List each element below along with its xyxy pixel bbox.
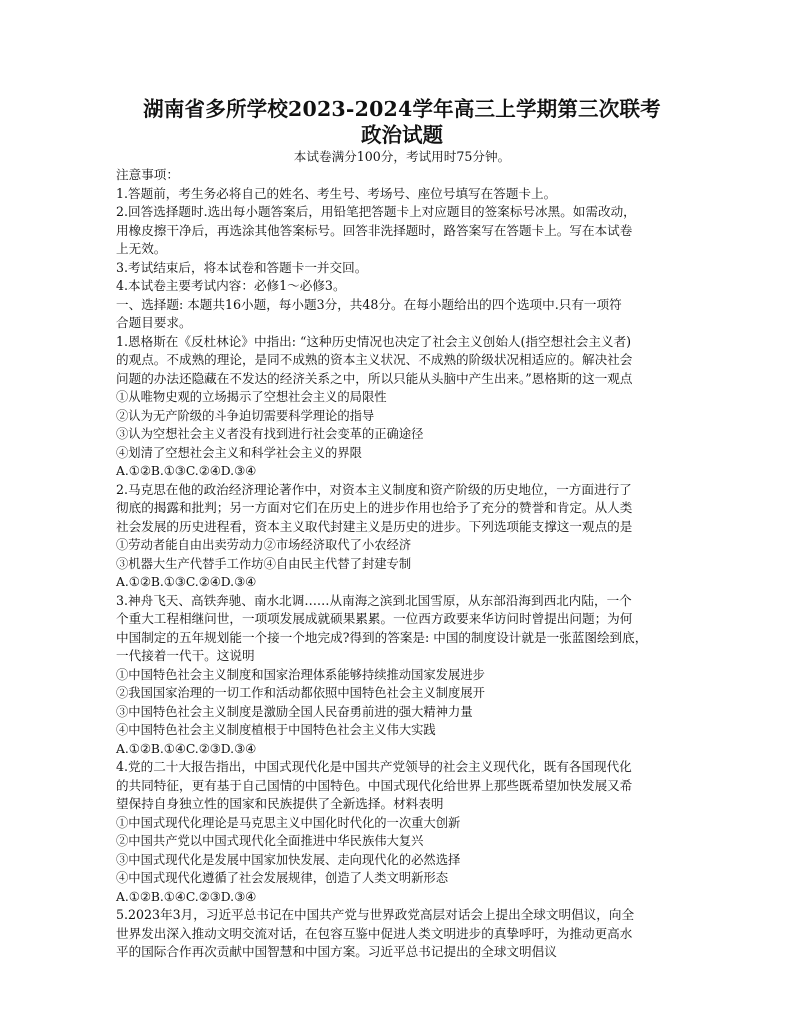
question-stem-line: 1.恩格斯在《反杜林论》中指出: “这种历史情况也决定了社会主义创始人(指空想社会主义者) — [116, 333, 632, 349]
question-stem-line: 世界发出深入推动文明交流对话，在包容互鉴中促进人类文明进步的真挚呼吁，为推动更高水 — [116, 925, 633, 941]
question-stem-line: 3.神舟飞天、高铁奔驰、南水北调……从南海之滨到北国雪原，从东部沿海到西北内陆，一个 — [116, 592, 632, 608]
question-stem-line: 望保持自身独立性的国家和民族提供了全新选择。材料表明 — [116, 796, 444, 811]
answer-choices: A.①②B.①③C.②④D.③④ — [116, 464, 257, 478]
section-heading — [116, 296, 688, 333]
notes-line: 3.考试结束后，将本试卷和答题卡一并交回。 — [116, 259, 368, 275]
question-option: ②我国国家治理的一切工作和活动都依照中国特色社会主义制度展开 — [116, 686, 485, 700]
question-stem-line: 平的国际合作再次贡献中国智慧和中国方案。习近平总书记提出的全球文明倡议 — [116, 944, 557, 959]
exam-page — [116, 96, 688, 962]
notes-line: 上无效。 — [116, 241, 167, 256]
exam-info: 本试卷满分100分，考试用时75分钟。 — [293, 149, 511, 164]
question-option: ④划清了空想社会主义和科学社会主义的界限 — [116, 445, 362, 460]
notes-line: 用橡皮擦干净后，再选涂其他答案标号。回答非洗择题时，路答案写在答题卡上。写在本试卷 — [116, 222, 633, 238]
question-option: ②中国共产党以中国式现代化全面推进中华民族伟大复兴 — [116, 834, 424, 848]
question-stem-line: 个重大工程相继问世，一项项发展成就硕果累累。一位西方政要来华访问时曾提出问题；为何 — [116, 611, 633, 626]
question-1 — [116, 333, 688, 481]
question-2 — [116, 481, 688, 592]
notes-heading: 注意事项： — [116, 167, 179, 182]
question-stem-line: 4.党的二十大报告指出，中国式现代化是中国共产党领导的社会主义现代化，既有各国现代化 — [116, 759, 632, 774]
question-option: ①劳动者能自由出卖劳动力②市场经济取代了小农经济 — [116, 538, 412, 552]
question-option: ③中国特色社会主义制度是激励全国人民奋勇前进的强大精神力量 — [116, 704, 473, 719]
notes-line: 1.答题前，考生务必将自己的姓名、考生号、考场号、座位号填写在答题卡上。 — [116, 185, 557, 201]
answer-choices: A.①②B.①③C.②④D.③④ — [116, 575, 257, 589]
notes-line: 2.回答选择题时.选出每小题答案后，用铅笔把答题卡上对应题目的签案标号冰黑。如需改动， — [116, 204, 636, 219]
answer-choices: A.①②B.①④C.②③D.③④ — [116, 741, 257, 756]
question-stem-line: 一代接着一代干。这说明 — [116, 648, 255, 663]
question-option: ③中国式现代化是发展中国家加快发展、走向现代化的必然选择 — [116, 852, 461, 867]
question-option: ①从唯物史观的立场揭示了空想社会主义的局限性 — [116, 390, 387, 404]
section-line: 合题目要求。 — [116, 315, 192, 330]
subject-title: 政治试题 — [361, 123, 443, 147]
notes-line: 4.本试卷主要考试内容：必修1～必修3。 — [116, 278, 346, 293]
question-5 — [116, 906, 688, 962]
question-4 — [116, 758, 688, 906]
question-option: ④中国式现代化遵循了社会发展规律，创造了人类文明新形态 — [116, 871, 449, 885]
notes-block — [116, 166, 688, 296]
exam-title: 湖南省多所学校2023-2024学年高三上学期第三次联考 — [143, 97, 661, 121]
question-option: ①中国式现代化理论是马克思主义中国化时代化的一次重大创新 — [116, 815, 461, 830]
question-stem-line: 彻底的揭露和批判；另一方面对它们在历史上的进步作用也给予了充分的赞誉和肯定。从人类 — [116, 500, 633, 515]
question-option: ①中国特色社会主义制度和国家治理体系能够持续推动国家发展进步 — [116, 667, 485, 682]
section-line: 一、选择题: 本题共16小题，每小题3分，共48分。在每小题给出的四个选项中.只有一项符 — [116, 296, 622, 312]
question-option: ③认为空想社会主义者没有找到进行社会变革的正确途径 — [116, 427, 424, 441]
question-stem-line: 的共同特征，更有基于自己国情的中国特色。中国式现代化给世界上那些既希望加快发展又希 — [116, 777, 633, 793]
question-stem-line: 的观点。不成熟的理论，是同不成熟的资本主义状况、不成熟的阶级状况相适应的。解决社会 — [116, 352, 633, 367]
question-stem-line: 5.2023年3月，习近平总书记在中国共产党与世界政党高层对话会上提出全球文明倡议，向全 — [116, 907, 635, 922]
question-stem-line: 问题的办法还隐藏在不发达的经济关系之中，所以只能从头脑中产生出来。”恩格斯的这一观点 — [116, 370, 633, 386]
question-stem-line: 社会发展的历史进程看，资本主义取代封建主义是历史的进步。下列选项能支撑这一观点的是 — [116, 518, 633, 534]
answer-choices: A.①②B.①④C.②③D.③④ — [116, 889, 257, 904]
question-option: ③机器大生产代替手工作坊④自由民主代替了封建专制 — [116, 556, 412, 571]
question-option: ④中国特色社会主义制度植根于中国特色社会主义伟大实践 — [116, 723, 436, 737]
question-option: ②认为无产阶级的斗争迫切需要科学理论的指导 — [116, 408, 375, 423]
question-stem-line: 中国制定的五年规划能一个接一个地完成?得到的答案是: 中国的制度设计就是一张蓝图绘到底， — [116, 629, 648, 645]
question-stem-line: 2.马克思在他的政治经济理论著作中，对资本主义制度和资产阶级的历史地位，一方面进行了 — [116, 481, 632, 497]
question-3 — [116, 592, 688, 759]
